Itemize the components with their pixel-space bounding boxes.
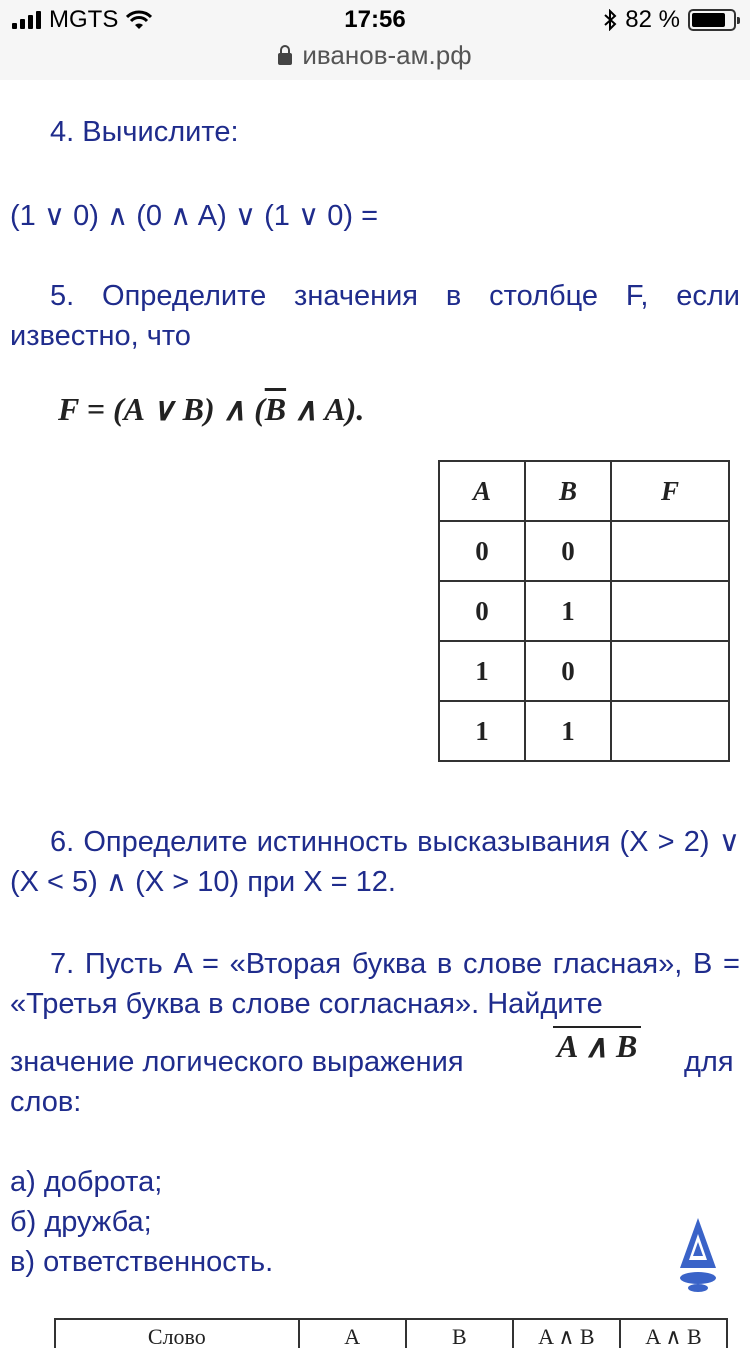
bluetooth-icon	[603, 9, 617, 31]
table-row	[439, 581, 729, 641]
cell-a: 0	[439, 521, 525, 581]
q7-text: 7. Пусть A = «Вторая буква в слове гласная», B = «Третья буква в слове согласная». Найдите	[10, 948, 740, 1020]
truth-header-row	[439, 461, 729, 521]
formula-part2: ∧ A).	[286, 391, 365, 427]
q7-line2-pre: значение логического выражения	[10, 1046, 464, 1078]
bottom-header-a: A	[300, 1320, 407, 1348]
cell-b: 1	[525, 701, 611, 761]
q4-title: 4. Вычислите:	[50, 116, 239, 148]
url-text: иванов-ам.рф	[302, 40, 472, 70]
bottom-header-ab-neg: A ∧ B	[645, 1324, 702, 1349]
address-bar[interactable]	[0, 40, 750, 71]
bottom-header-ab: A ∧ B	[514, 1320, 621, 1348]
cell-f	[611, 581, 729, 641]
q5-formula	[58, 390, 364, 428]
carrier-name: MGTS	[49, 6, 119, 33]
cell-b: 0	[525, 521, 611, 581]
header-a: A	[439, 461, 525, 521]
truth-table	[438, 460, 730, 762]
table-row	[439, 641, 729, 701]
battery-icon	[688, 9, 736, 31]
q7-line2-post: для	[684, 1046, 734, 1078]
cell-f	[611, 701, 729, 761]
cell-f	[611, 521, 729, 581]
header-f: F	[611, 461, 729, 521]
bottom-header-b: B	[407, 1320, 514, 1348]
q6-text: 6. Определите истинность высказывания (X > 2) ∨ (X < 5) ∧ (X > 10) при X = 12.	[10, 826, 740, 898]
cell-a: 0	[439, 581, 525, 641]
bottom-header-word: Слово	[56, 1320, 300, 1348]
q5-text: 5. Определите значения в столбце F, если известно, что	[10, 280, 740, 352]
battery-group	[603, 6, 736, 34]
cell-b: 1	[525, 581, 611, 641]
cell-a: 1	[439, 641, 525, 701]
answer-c: в) ответственность.	[10, 1246, 274, 1278]
table-row	[439, 701, 729, 761]
answer-a: а) доброта;	[10, 1166, 163, 1198]
table-row	[439, 521, 729, 581]
lock-icon	[278, 53, 292, 65]
status-bar	[0, 0, 750, 80]
bottom-table-header	[54, 1318, 728, 1348]
formula-part1: F = (A ∨ B) ∧ (	[58, 391, 265, 427]
answer-b: б) дружба;	[10, 1206, 152, 1238]
battery-percent: 82 %	[625, 6, 680, 33]
triangle-drop-logo-icon[interactable]	[676, 1216, 720, 1292]
q7-expression: A ∧ B	[553, 1026, 641, 1064]
header-b: B	[525, 461, 611, 521]
cell-f	[611, 641, 729, 701]
clock: 17:56	[344, 6, 406, 33]
cell-a: 1	[439, 701, 525, 761]
battery-fill	[692, 13, 725, 27]
formula-b-bar: $\overline{B}$	[264, 391, 287, 427]
q4-expression: (1 ∨ 0) ∧ (0 ∧ A) ∨ (1 ∨ 0) =	[10, 200, 379, 232]
q7-line3: слов:	[10, 1086, 82, 1118]
cell-b: 0	[525, 641, 611, 701]
